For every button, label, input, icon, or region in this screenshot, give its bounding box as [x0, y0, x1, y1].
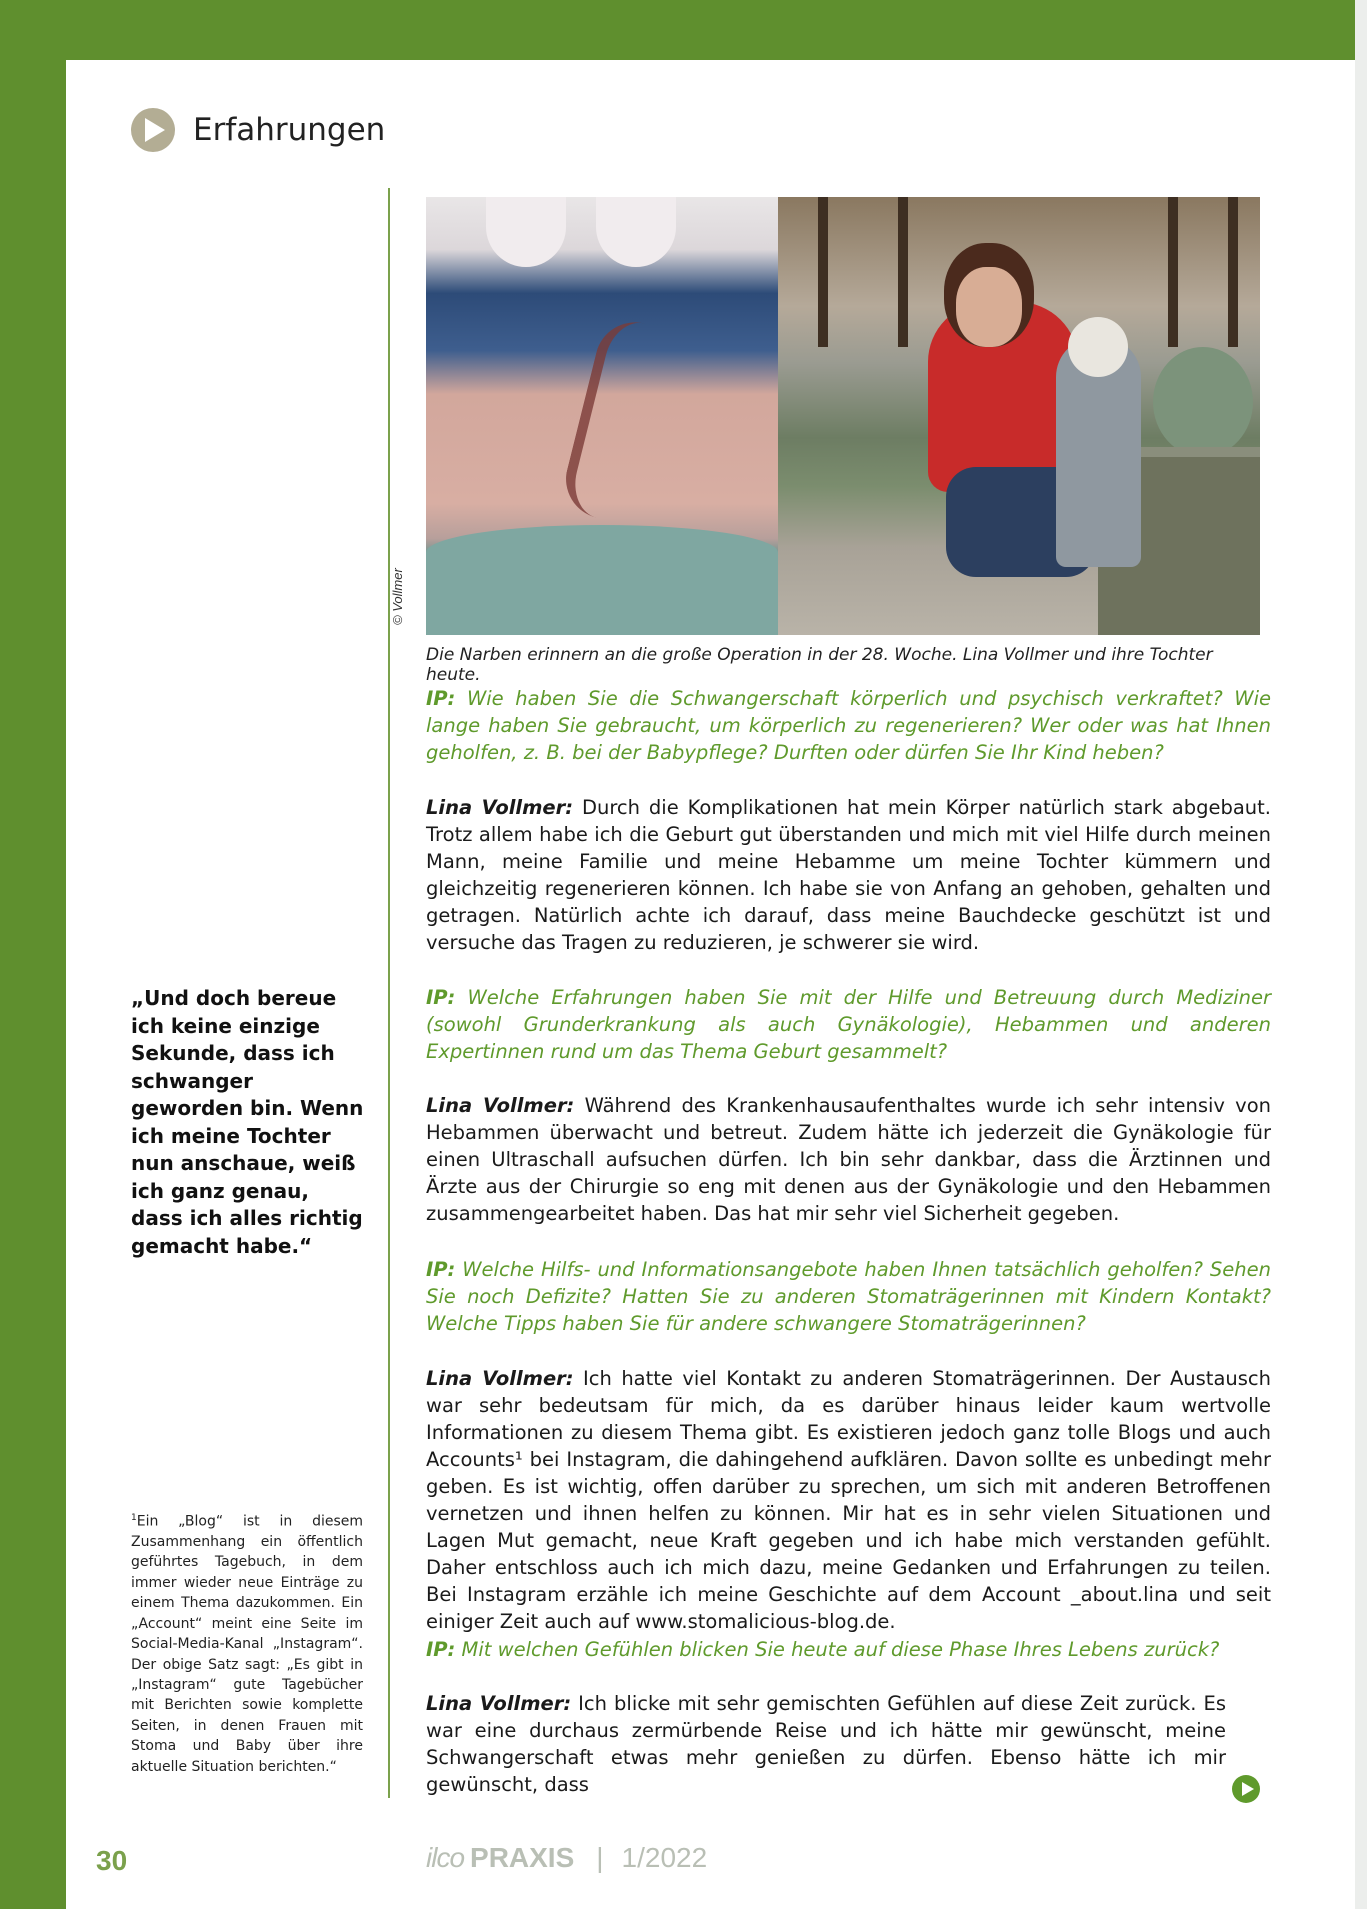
photo-caption: Die Narben erinnern an die große Operation in der 28. Woche. Lina Vollmer und ihre Tochter heute. [426, 645, 1213, 685]
question-paragraph: IP: Welche Erfahrungen haben Sie mit der Hilfe und Betreuung durch Mediziner (sowohl Grunderkrankung als auch Gynäkologie), Hebammen und anderen Expertinnen rund um das Thema Geburt gesammelt? [426, 986, 1271, 1063]
footer-separator: | [596, 1842, 604, 1873]
continue-arrow-icon [1232, 1775, 1260, 1803]
answer-paragraph: Lina Vollmer: Ich hatte viel Kontakt zu anderen Stomaträgerinnen. Der Austausch war sehr bedeutsam für mich, da es darüber hinaus leider kaum wertvolle Informationen zu diesem Thema gibt. Es existieren jedoch ganz tolle Blogs und auch Accounts¹ bei Instagram, die dahingehend aufklären. Davon sollte es unbedingt mehr geben. Es ist wichtig, offen darüber zu sprechen, um sich mit anderen Betroffenen vernetzen und ihnen helfen zu können. Mir hat es in sehr vielen Situationen und Lagen Mut gemacht, neue Kraft gegeben und ich habe mich verstanden gefühlt. Daher entschloss auch ich mich dazu, meine Gedanken und Erfahrungen zu teilen. Bei Instagram erzähle ich meine Geschichte auf dem Account _about.lina und seit einiger Zeit auch auf www.stomalicious-blog.de. [426, 1367, 1271, 1633]
answer-paragraph: Lina Vollmer: Während des Krankenhausaufenthaltes wurde ich sehr intensiv von Hebammen überwacht und betreut. Zudem hätte ich jederzeit die Gynäkologie für einen Ultraschall aufsuchen dürfen. Ich bin sehr dankbar, dass die Ärztinnen und Ärzte aus der Chirurgie so eng mit denen aus der Gynäkologie und den Hebammen zusammengearbeitet haben. Das hat mir sehr viel Sicherheit gegeben. [426, 1094, 1271, 1225]
photo-credit: © Vollmer [390, 568, 405, 625]
play-icon [131, 108, 175, 152]
pull-quote: „Und doch bereue ich keine einzige Sekunde, dass ich schwanger geworden bin. Wenn ich meine Tochter nun anschaue, weiß ich ganz genau, dass ich alles richtig gemacht habe.“ [131, 986, 364, 1258]
ilco-logo: ilco [426, 1842, 465, 1873]
answer-paragraph: Lina Vollmer: Durch die Komplikationen hat mein Körper natürlich stark abgebaut. Trotz allem habe ich die Geburt gut überstanden und mich mit viel Hilfe durch meinen Mann, meine Familie und meine Hebamme um meine Tochter kümmern und gleichzeitig regenerieren können. Ich habe sie von Anfang an gehoben, gehalten und getragen. Natürlich achte ich darauf, dass meine Bauchdecke geschützt ist und versuche das Tragen zu reduzieren, je schwerer sie wird. [426, 796, 1271, 954]
magazine-page [66, 60, 1355, 1909]
mother-daughter-photo [778, 197, 1260, 635]
photo-pair [426, 197, 1260, 635]
scar-photo [426, 197, 778, 635]
answer-paragraph: Lina Vollmer: Ich blicke mit sehr gemischten Gefühlen auf diese Zeit zurück. Es war eine durchaus zermürbende Reise und ich hätte mir gewünscht, meine Schwangerschaft etwas mehr genießen zu dürfen. Ebenso hätte ich mir gewünscht, dass [426, 1692, 1226, 1796]
question-paragraph: IP: Welche Hilfs- und Informationsangebote haben Ihnen tatsächlich geholfen? Sehen Sie noch Defizite? Hatten Sie zu anderen Stomaträgerinnen mit Kindern Kontakt? Welche Tipps haben Sie für andere schwangere Stomaträgerinnen? [426, 1258, 1271, 1335]
section-header [131, 108, 385, 152]
question-paragraph: IP: Mit welchen Gefühlen blicken Sie heute auf diese Phase Ihres Lebens zurück? [426, 1638, 1220, 1661]
issue-number: 1/2022 [621, 1842, 708, 1873]
footnote: $^1$Ein „Blog“ ist in diesem Zusammenhang ein öffentlich geführtes Tagebuch, in dem immer wieder neue Einträge zu einem Thema dazukommen. Ein „Account“ meint eine Seite im Social-Media-Kanal „Instagram“. Der obige Satz sagt: „Es gibt in „Instagram“ gute Tagebücher mit Berichten sowie komplette Seiten, in denen Frauen mit Stoma und Baby über ihre aktuelle Situation berichten.“ [131, 1513, 363, 1775]
magazine-name: PRAXIS [470, 1842, 575, 1873]
section-title: Erfahrungen [193, 112, 386, 148]
interview-block [426, 685, 1271, 766]
footer-brand [426, 1842, 707, 1874]
page-number: 30 [96, 1845, 128, 1876]
question-paragraph: IP: Wie haben Sie die Schwangerschaft körperlich und psychisch verkraftet? Wie lange haben Sie gebraucht, um körperlich zu regenerieren? Wer oder was hat Ihnen geholfen, z. B. bei der Babypflege? Durften oder dürfen Sie Ihr Kind heben? [426, 687, 1271, 764]
column-divider [388, 188, 390, 1798]
page-edge [1355, 0, 1367, 1909]
